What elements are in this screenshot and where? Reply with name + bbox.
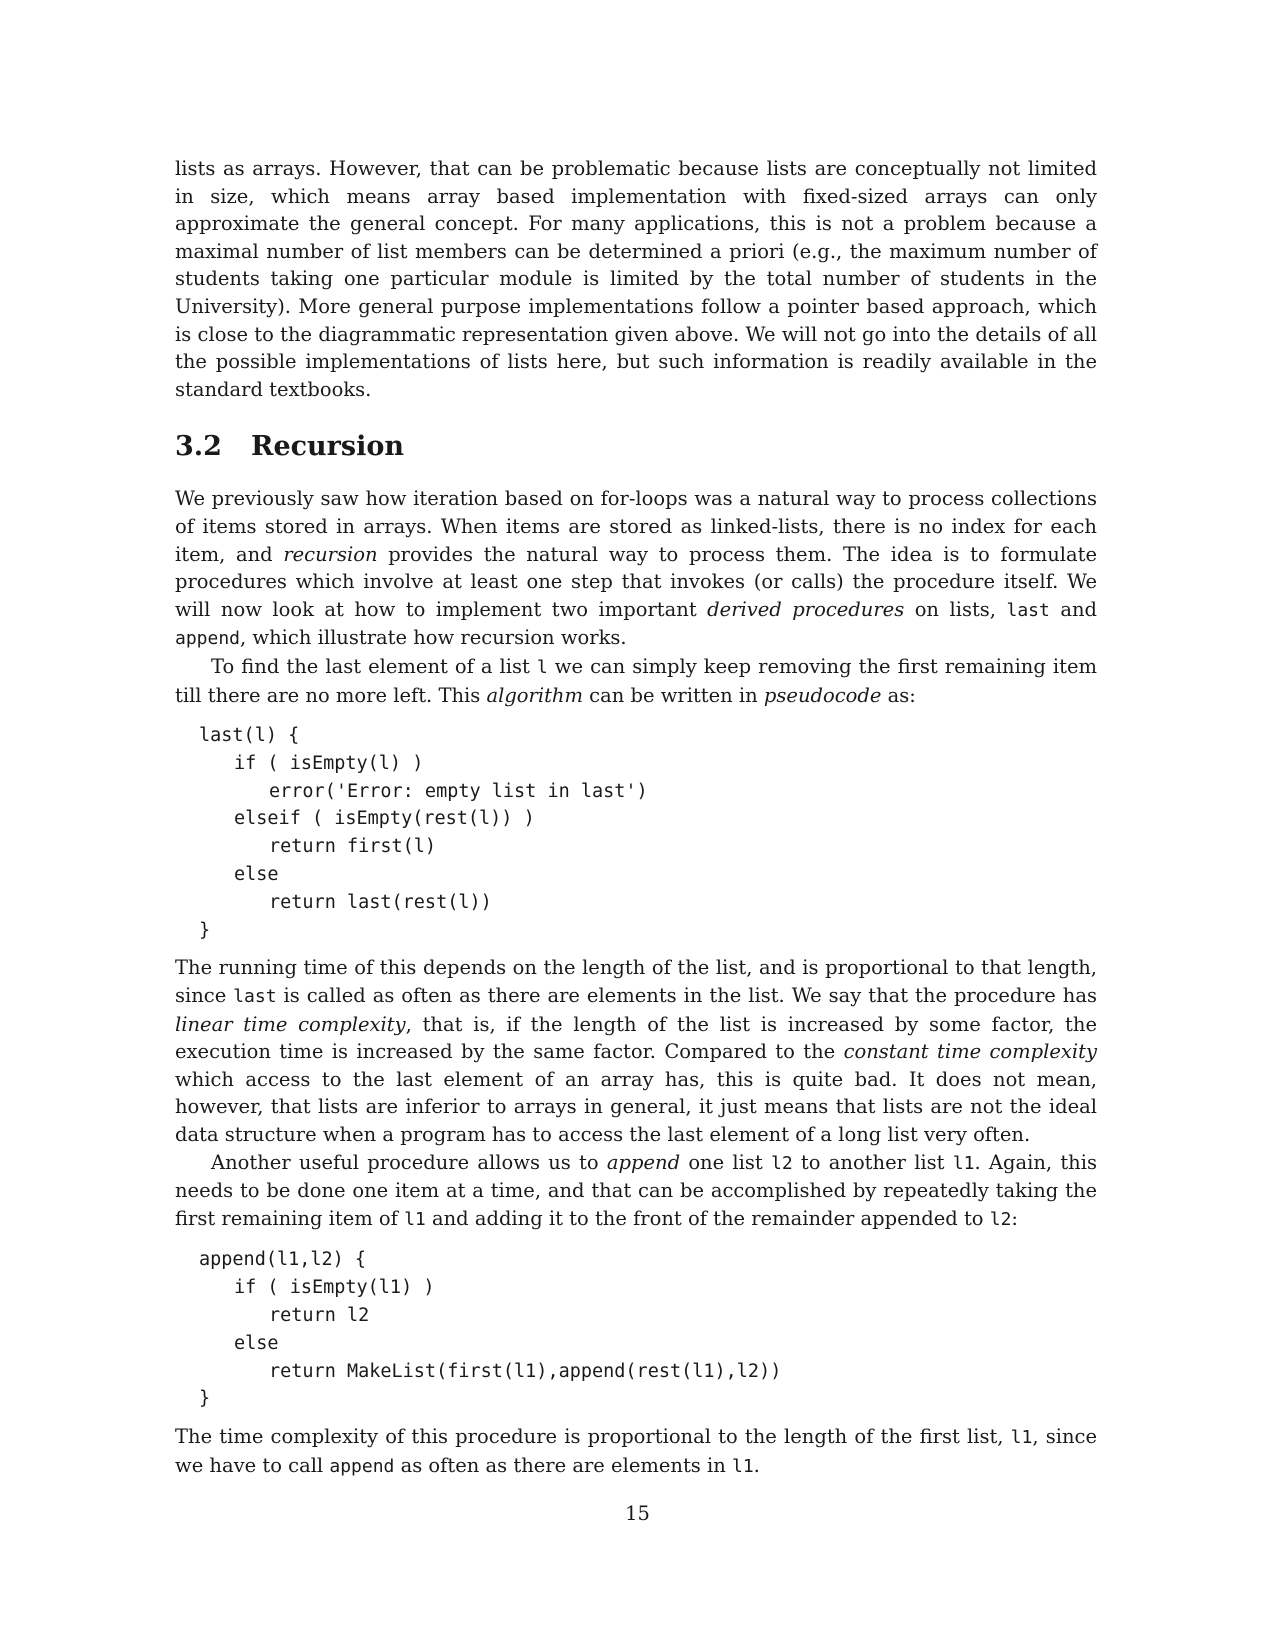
inline-code: l1	[1010, 1427, 1033, 1449]
emphasis: pseudocode	[763, 683, 882, 707]
code-line: else	[234, 864, 279, 886]
text-run: to another list	[792, 1150, 953, 1174]
section-heading	[175, 430, 1097, 464]
inline-code: append	[175, 628, 241, 650]
text-run: provides the natural way to process them. The idea is to formulate procedures which involve at least one step that invokes (or calls) the procedure itself. We will now look at how to implement two important	[175, 542, 1097, 621]
text-run: can be written in	[582, 683, 764, 707]
text-run: :	[1011, 1206, 1018, 1230]
inline-code: l1	[731, 1455, 754, 1477]
text-run: as:	[881, 683, 916, 707]
inline-code: l2	[770, 1152, 793, 1174]
text-run: and adding it to the front of the remainder appended to	[425, 1206, 990, 1230]
code-line: else	[234, 1332, 279, 1354]
emphasis: constant time complexity	[843, 1040, 1097, 1064]
recursion-paragraph	[175, 485, 1097, 653]
text-run: , which illustrate how recursion works.	[240, 626, 627, 650]
page-number: 15	[625, 1502, 650, 1525]
code-block-append	[199, 1246, 1097, 1413]
text-run: . Again, this needs to be done one item at a time, and that can be accomplished by repeatedly taking the first remaining item of	[175, 1150, 1097, 1230]
inline-code: l1	[404, 1208, 426, 1230]
text-run: on lists,	[904, 597, 1007, 621]
text-run: , since we have to call	[175, 1425, 1097, 1477]
code-line: return first(l)	[269, 836, 437, 858]
inline-code: last	[1006, 599, 1050, 621]
section-title: Recursion	[251, 431, 405, 463]
running-time-paragraph	[175, 954, 1097, 1148]
code-line: if ( isEmpty(l) )	[234, 752, 424, 774]
emphasis: derived procedures	[707, 597, 905, 621]
text-run: is called as often as there are elements in the list. We say that the procedure has	[276, 984, 1097, 1008]
inline-code: l2	[989, 1208, 1012, 1230]
text-run: Another useful procedure allows us to	[211, 1150, 607, 1174]
emphasis: recursion	[283, 542, 378, 566]
text-run: , that is, if the length of the list is increased by some factor, the execution time is increased by the same factor. Compared to the	[175, 1012, 1097, 1064]
text-run: as often as there are elements in	[394, 1453, 732, 1477]
code-line: return l2	[269, 1305, 370, 1326]
code-line: elseif ( isEmpty(rest(l)) )	[234, 808, 535, 830]
code-line: }	[199, 1388, 211, 1410]
code-line: error('Error: empty list in last')	[269, 780, 648, 802]
text-run: which access to the last element of an array has, this is quite bad. It does not mean, however, that lists are inferior to arrays in general, it just means that lists are not the ideal data structure when a program has to access the last element of a long list very often.	[175, 1067, 1097, 1147]
code-line: append(l1,l2) {	[199, 1249, 367, 1271]
emphasis: linear time complexity	[175, 1012, 406, 1036]
append-intro-paragraph	[175, 1149, 1097, 1234]
code-line: last(l) {	[199, 725, 300, 747]
text-run: The running time of this depends on the length of the list, and is proportional to that length, since	[175, 956, 1097, 1008]
code-line: return last(rest(l))	[269, 891, 492, 913]
inline-code: last	[233, 986, 277, 1008]
inline-code: l1	[952, 1152, 975, 1174]
last-intro-paragraph	[175, 653, 1097, 709]
inline-code: append	[329, 1455, 395, 1477]
text-run: To find the last element of a list	[211, 654, 537, 678]
code-line: }	[199, 919, 211, 941]
emphasis: algorithm	[486, 683, 583, 707]
complexity-paragraph	[175, 1423, 1097, 1480]
section-number: 3.2	[175, 431, 222, 463]
intro-paragraph: lists as arrays. However, that can be problematic because lists are conceptually not limited in size, which means array based implementation with fixed-sized arrays can only approximate the general concept. For many applications, this is not a problem because a maximal number of list members can be determined a priori (e.g., the maximum number of students taking one particular module is limited by the total number of students in the University). More general purpose implementations follow a pointer based approach, which is close to the diagrammatic representation given above. We will not go into the details of all the possible implementations of lists here, but such information is readily available in the standard textbooks.	[175, 157, 1097, 401]
emphasis: append	[606, 1150, 681, 1174]
text-run: .	[753, 1453, 760, 1477]
text-run: The time complexity of this procedure is proportional to the length of the first list,	[175, 1425, 1011, 1449]
code-block-last	[199, 722, 1097, 944]
text-run: we can simply keep removing the first remaining item till there are no more left. This	[175, 654, 1097, 707]
code-line: if ( isEmpty(l1) )	[234, 1277, 435, 1299]
text-run: and	[1049, 597, 1098, 621]
code-line: return MakeList(first(l1),append(rest(l1),l2))	[269, 1360, 782, 1382]
text-run: one list	[680, 1150, 771, 1174]
page-body	[175, 155, 1097, 1480]
text-run: We previously saw how iteration based on for-loops was a natural way to process collections of items stored in arrays. When items are stored as linked-lists, there is no index for each item, and	[175, 487, 1097, 566]
inline-code: l	[536, 656, 548, 678]
